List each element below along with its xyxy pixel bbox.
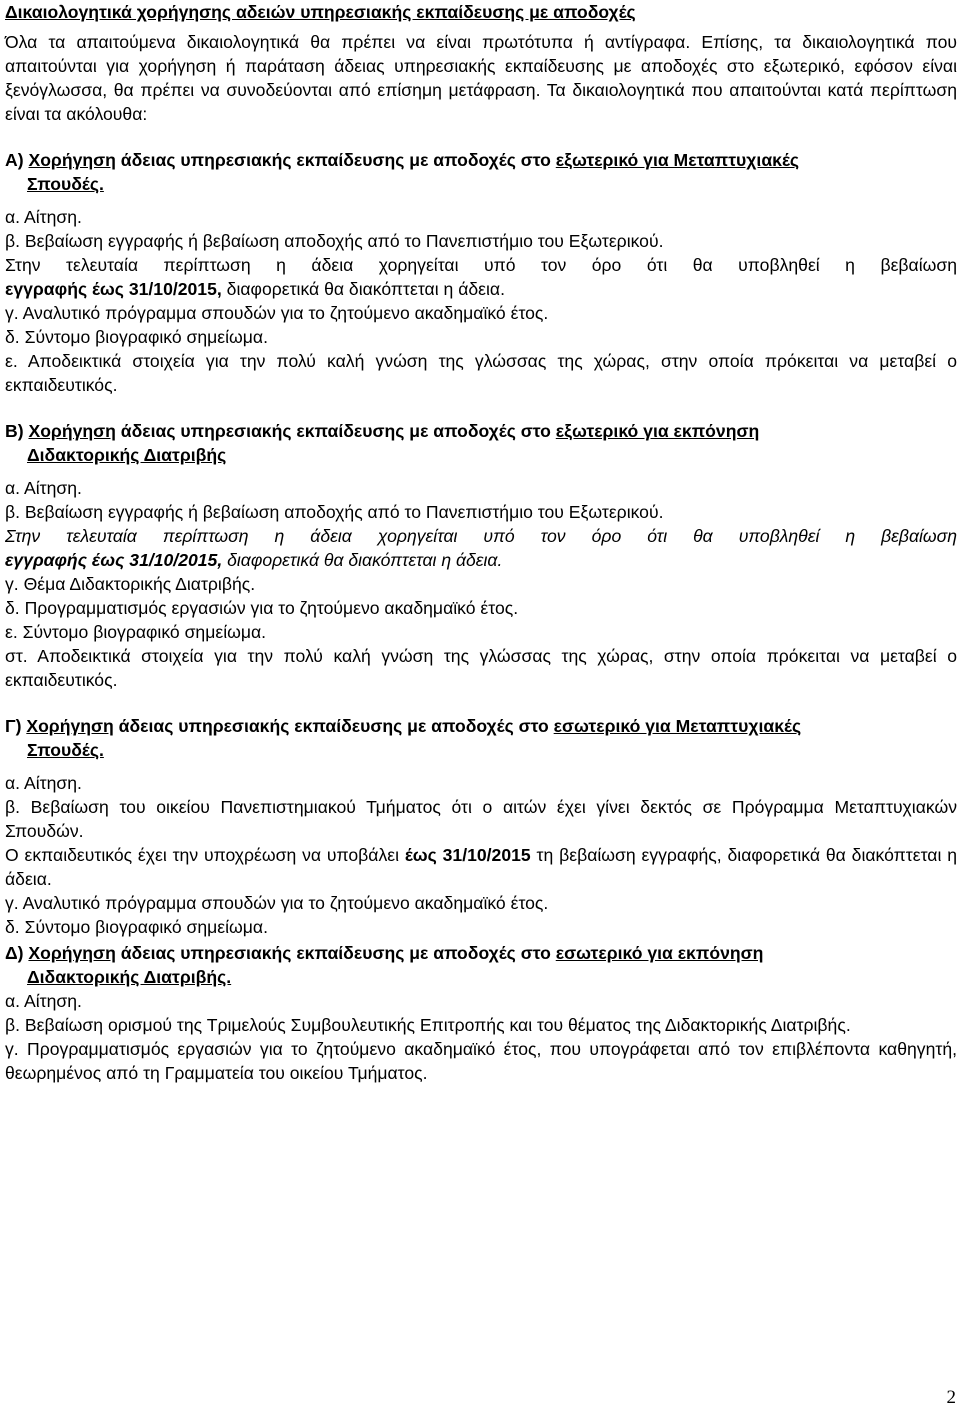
- section-b-item-d: δ. Προγραμματισμός εργασιών για το ζητούμενο ακαδημαϊκό έτος.: [5, 598, 519, 618]
- section-b-u3: Διδακτορικής Διατριβής: [27, 445, 227, 465]
- section-c-note-pre: Ο εκπαιδευτικός έχει την υποχρέωση να υποβάλει: [5, 845, 405, 865]
- section-a-item-a: α. Αίτηση.: [5, 207, 82, 227]
- section-a-u3: Σπουδές.: [27, 174, 104, 194]
- section-b-note: [5, 524, 957, 572]
- section-d-item-c: γ. Προγραμματισμός εργασιών για το ζητούμενο ακαδημαϊκό έτος, που υπογράφεται από τον επιβλέποντα καθηγητή, θεωρημένος από τη Γραμματεία του οικείου Τμήματος.: [5, 1039, 957, 1083]
- section-b-item-a: α. Αίτηση.: [5, 478, 82, 498]
- page-number: 2: [946, 1387, 956, 1408]
- section-b-note-pre: Στην τελευταία περίπτωση η άδεια χορηγείται υπό τον όρο ότι θα υποβληθεί η βεβαίωση: [5, 526, 957, 546]
- section-d-u3: Διδακτορικής Διατριβής.: [27, 967, 232, 987]
- section-c-u1: Χορήγηση: [26, 716, 114, 736]
- section-b-u1: Χορήγηση: [28, 421, 116, 441]
- section-a-item-c: γ. Αναλυτικό πρόγραμμα σπουδών για το ζητούμενο ακαδημαϊκό έτος.: [5, 303, 549, 323]
- section-c-heading: [5, 714, 957, 762]
- section-b-item-c: γ. Θέμα Διδακτορικής Διατριβής.: [5, 574, 256, 594]
- section-a-note-bold: εγγραφής έως 31/10/2015,: [5, 279, 222, 299]
- section-c-item-c: γ. Αναλυτικό πρόγραμμα σπουδών για το ζητούμενο ακαδημαϊκό έτος.: [5, 893, 549, 913]
- section-a-mid: άδειας υπηρεσιακής εκπαίδευσης με αποδοχές στο: [115, 150, 556, 170]
- intro-paragraph: Όλα τα απαιτούμενα δικαιολογητικά θα πρέπει να είναι πρωτότυπα ή αντίγραφα. Επίσης, τα δικαιολογητικά που απαιτούνται για χορήγηση ή παράταση άδειας υπηρεσιακής εκπαίδευσης με αποδοχές στο εξωτερικό, εφόσον είναι ξενόγλωσσα, θα πρέπει να συνοδεύονται από επίσημη μετάφραση. Τα δικαιολογητικά που απαιτούνται κατά περίπτωση είναι τα ακόλουθα:: [5, 32, 957, 124]
- section-c-item-d: δ. Σύντομο βιογραφικό σημείωμα.: [5, 917, 268, 937]
- section-a-item-d: δ. Σύντομο βιογραφικό σημείωμα.: [5, 327, 268, 347]
- section-a-prefix: Α): [5, 150, 29, 170]
- section-b-item-f: στ. Αποδεικτικά στοιχεία για την πολύ καλή γνώση της γλώσσας της χώρας, στην οποία πρόκειται να μεταβεί ο εκπαιδευτικός.: [5, 646, 957, 690]
- section-d-mid: άδειας υπηρεσιακής εκπαίδευσης με αποδοχές στο: [115, 943, 556, 963]
- section-b-u2: εξωτερικό για εκπόνηση: [555, 421, 760, 441]
- document-page: [5, 0, 957, 1085]
- section-a-heading: [5, 148, 957, 196]
- section-a-note: [5, 253, 957, 301]
- section-d-u2: εσωτερικό για εκπόνηση: [555, 943, 764, 963]
- section-d-u1: Χορήγηση: [28, 943, 116, 963]
- section-b-note-post: διαφορετικά θα διακόπτεται η άδεια.: [222, 550, 503, 570]
- section-d-item-b: β. Βεβαίωση ορισμού της Τριμελούς Συμβουλευτικής Επιτροπής και του θέματος της Διδακτορικής Διατριβής.: [5, 1015, 851, 1035]
- section-a-note-pre: Στην τελευταία περίπτωση η άδεια χορηγείται υπό τον όρο ότι θα υποβληθεί η βεβαίωση: [5, 255, 957, 275]
- section-b-mid: άδειας υπηρεσιακής εκπαίδευσης με αποδοχές στο: [115, 421, 556, 441]
- section-c-note-post: τη βεβαίωση εγγραφής, διαφορετικά θα διακόπτεται η άδεια.: [5, 845, 957, 889]
- section-c-u2: εσωτερικό για Μεταπτυχιακές: [553, 716, 802, 736]
- section-b-item-b: β. Βεβαίωση εγγραφής ή βεβαίωση αποδοχής από το Πανεπιστήμιο του Εξωτερικού.: [5, 502, 664, 522]
- section-a-note-post: διαφορετικά θα διακόπτεται η άδεια.: [221, 279, 505, 299]
- section-b-heading: [5, 419, 957, 467]
- section-d-heading: [5, 941, 957, 989]
- section-b-item-e: ε. Σύντομο βιογραφικό σημείωμα.: [5, 622, 267, 642]
- section-a-item-b: β. Βεβαίωση εγγραφής ή βεβαίωση αποδοχής από το Πανεπιστήμιο του Εξωτερικού.: [5, 231, 664, 251]
- section-c-note: [5, 843, 957, 891]
- section-c-prefix: Γ): [5, 716, 27, 736]
- section-a-u2: εξωτερικό για Μεταπτυχιακές: [555, 150, 800, 170]
- section-b-note-bold: εγγραφής έως 31/10/2015,: [5, 550, 223, 570]
- section-c-mid: άδειας υπηρεσιακής εκπαίδευσης με αποδοχές στο: [113, 716, 554, 736]
- section-c-item-a: α. Αίτηση.: [5, 773, 82, 793]
- section-d-item-a: α. Αίτηση.: [5, 991, 82, 1011]
- section-c-note-bold: έως 31/10/2015: [404, 845, 531, 865]
- section-a-item-e: ε. Αποδεικτικά στοιχεία για την πολύ καλή γνώση της γλώσσας της χώρας, στην οποία πρόκειται να μεταβεί ο εκπαιδευτικός.: [5, 351, 957, 395]
- section-a-u1: Χορήγηση: [28, 150, 116, 170]
- section-c-u3: Σπουδές.: [27, 740, 104, 760]
- document-title: Δικαιολογητικά χορήγησης αδειών υπηρεσιακής εκπαίδευσης με αποδοχές: [5, 2, 636, 22]
- section-c-item-b: β. Βεβαίωση του οικείου Πανεπιστημιακού Τμήματος ότι ο αιτών έχει γίνει δεκτός σε Πρόγραμμα Μεταπτυχιακών Σπουδών.: [5, 797, 957, 841]
- section-b-prefix: Β): [5, 421, 29, 441]
- section-d-prefix: Δ): [5, 943, 29, 963]
